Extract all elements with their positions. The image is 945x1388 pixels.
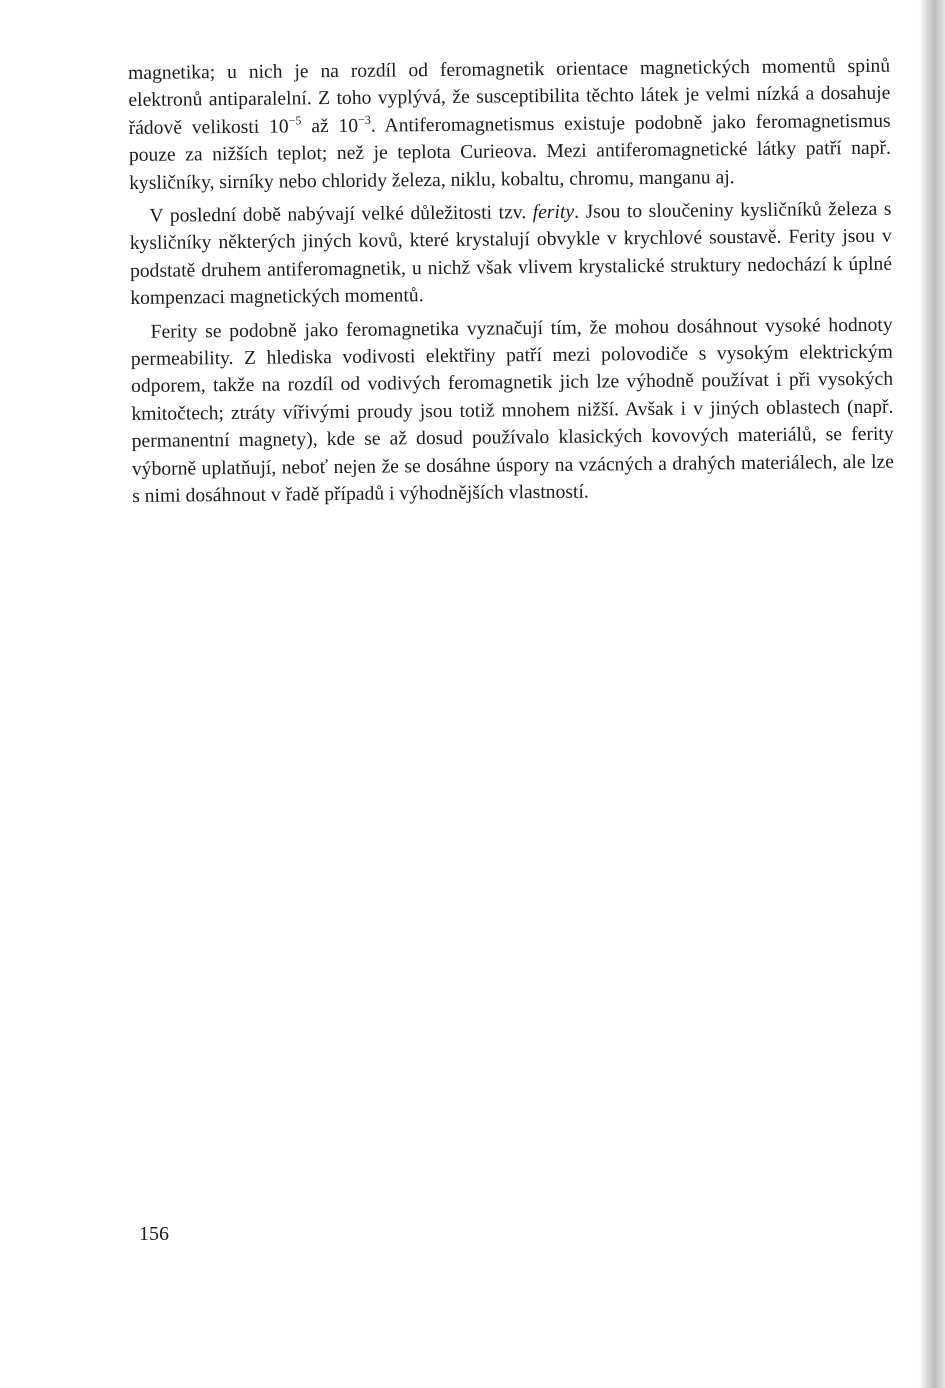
page-binding-shadow <box>919 0 945 1388</box>
exponent: −3 <box>357 112 371 127</box>
paragraph-1: magnetika; u nich je na rozdíl od feromagnetik orientace magnetických momentů spinů elektronů antiparalelní. Z toho vyplývá, že susceptibilita těchto látek je velmi nízká a dosahuje řádově velikosti $10^{-5}$ až $10^{-3}$. Antiferomagnetismus existuje podobně jako feromagnetismus pouze za nižších teplot; než je teplota Curieova. Mezi antiferomagnetické látky patří např. kysličníky, sirníky nebo chloridy železa, niklu, kobaltu, chromu, manganu aj. <box>128 55 891 194</box>
paragraph-3: Ferity se podobně jako feromagnetika vyznačují tím, že mohou dosáhnout vysoké hodnoty permeability. Z hlediska vodivosti elektřiny patří mezi polovodiče s vysokým elektrickým odporem, takže na rozdíl od vodivých feromagnetik jich lze výhodně používat i při vysokých kmitočtech; ztráty vířivými proudy jsou totiž mnohem nižší. Avšak i v jiných oblastech (např. permanentní magnety), kde se až dosud používalo klasických kovových materiálů, se ferity výborně uplatňují, neboť nejen že se dosáhne úspory na vzácných a drahých materiálech, ale lze s nimi dosáhnout v řadě případů i výhodnějších vlastností. <box>130 314 894 508</box>
emphasized-term: ferity <box>532 201 575 224</box>
paragraph-2: V poslední době nabývají velké důležitosti tzv. ferity. Jsou to sloučeniny kysličníků železa s kysličníky některých jiných kovů, které krystalují obvykle v krychlové soustavě. Ferity jsou v podstatě druhem antiferomagnetik, u nichž však vlivem krystalické struktury nedochází k úplné kompenzaci magnetických momentů. <box>129 198 893 310</box>
exponent: −5 <box>288 113 302 128</box>
page-number: 156 <box>139 1223 169 1245</box>
body-text <box>128 53 894 511</box>
